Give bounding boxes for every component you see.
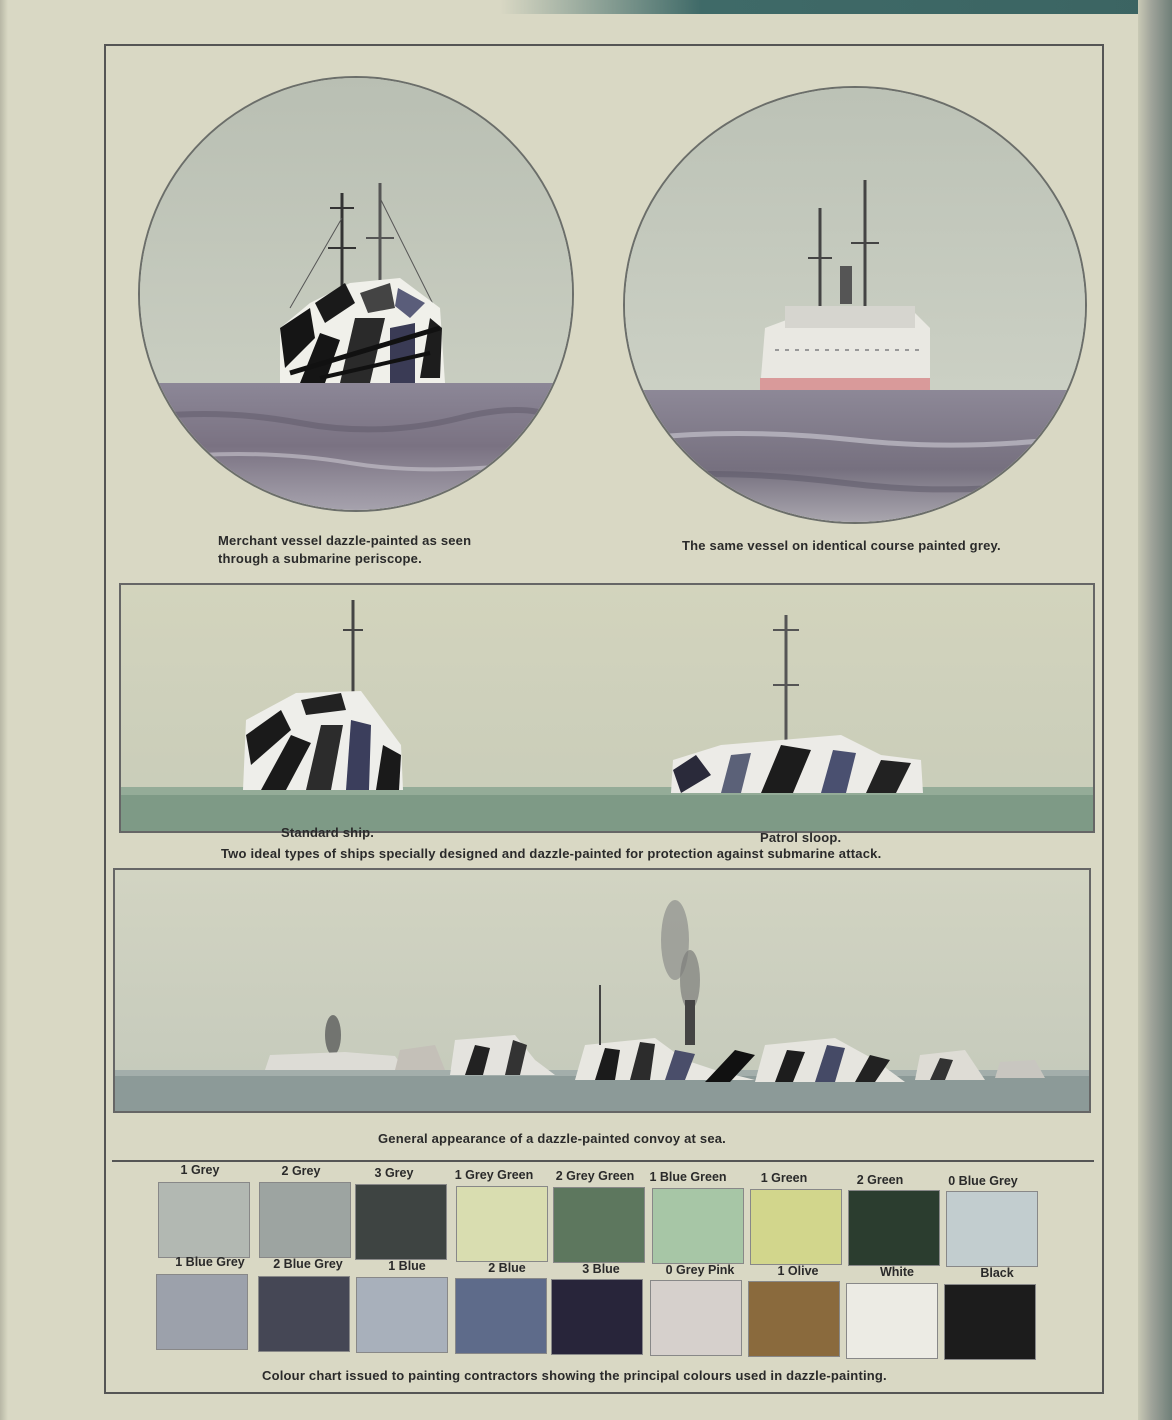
swatch-label: 3 Blue xyxy=(582,1262,620,1276)
swatch xyxy=(158,1182,250,1258)
swatch xyxy=(259,1182,351,1258)
swatch xyxy=(652,1188,744,1264)
swatch xyxy=(848,1190,940,1266)
swatch-label: 1 Grey Green xyxy=(454,1168,534,1182)
swatch-label: 1 Green xyxy=(760,1171,808,1185)
swatch xyxy=(748,1281,840,1357)
swatch-label: White xyxy=(879,1265,915,1279)
swatch-label: 1 Olive xyxy=(777,1264,819,1278)
caption-two-types: Two ideal types of ships specially designed and dazzle-painted for protection against submarine attack. xyxy=(221,846,882,861)
swatch-label: 2 Green xyxy=(856,1173,904,1187)
swatch-label: 2 Grey Green xyxy=(555,1169,635,1183)
periscope-dazzle-illustration xyxy=(140,78,572,510)
swatch xyxy=(456,1186,548,1262)
swatch-label: 1 Blue Grey xyxy=(175,1255,245,1269)
swatch xyxy=(156,1274,248,1350)
periscope-grey-illustration xyxy=(625,88,1085,522)
swatch-label: Black xyxy=(980,1266,1014,1280)
page-edge-right xyxy=(1138,0,1172,1420)
caption-colour-chart: Colour chart issued to painting contractors showing the principal colours used in dazzle-painting. xyxy=(262,1368,887,1383)
swatch-label: 1 Grey xyxy=(180,1163,220,1177)
swatch xyxy=(355,1184,447,1260)
swatch-label: 0 Grey Pink xyxy=(665,1263,735,1277)
swatch xyxy=(455,1278,547,1354)
convoy-illustration xyxy=(113,868,1091,1113)
swatch xyxy=(650,1280,742,1356)
swatch-label: 3 Grey xyxy=(374,1166,414,1180)
swatch xyxy=(356,1277,448,1353)
swatch xyxy=(258,1276,350,1352)
caption-convoy: General appearance of a dazzle-painted convoy at sea. xyxy=(378,1131,726,1146)
caption-periscope-grey: The same vessel on identical course painted grey. xyxy=(682,538,1001,553)
swatch-label: 2 Blue Grey xyxy=(273,1257,343,1271)
swatch xyxy=(946,1191,1038,1267)
page-edge-top xyxy=(500,0,1172,14)
colour-chart-divider xyxy=(112,1160,1094,1162)
caption-periscope-dazzle: Merchant vessel dazzle-painted as seen through a submarine periscope. xyxy=(218,533,472,566)
swatch-label: 2 Grey xyxy=(281,1164,321,1178)
swatch-label: 1 Blue Green xyxy=(649,1170,727,1184)
swatch-label: 0 Blue Grey xyxy=(948,1174,1018,1188)
swatch xyxy=(846,1283,938,1359)
caption-standard-ship: Standard ship. xyxy=(281,825,375,840)
caption-patrol-sloop: Patrol sloop. xyxy=(760,830,842,845)
swatch-label: 1 Blue xyxy=(388,1259,426,1273)
swatch xyxy=(553,1187,645,1263)
swatch-label: 2 Blue xyxy=(488,1261,526,1275)
swatch xyxy=(944,1284,1036,1360)
ship-types-illustration xyxy=(119,583,1095,833)
swatch xyxy=(551,1279,643,1355)
page-edge-left xyxy=(0,0,8,1420)
swatch xyxy=(750,1189,842,1265)
